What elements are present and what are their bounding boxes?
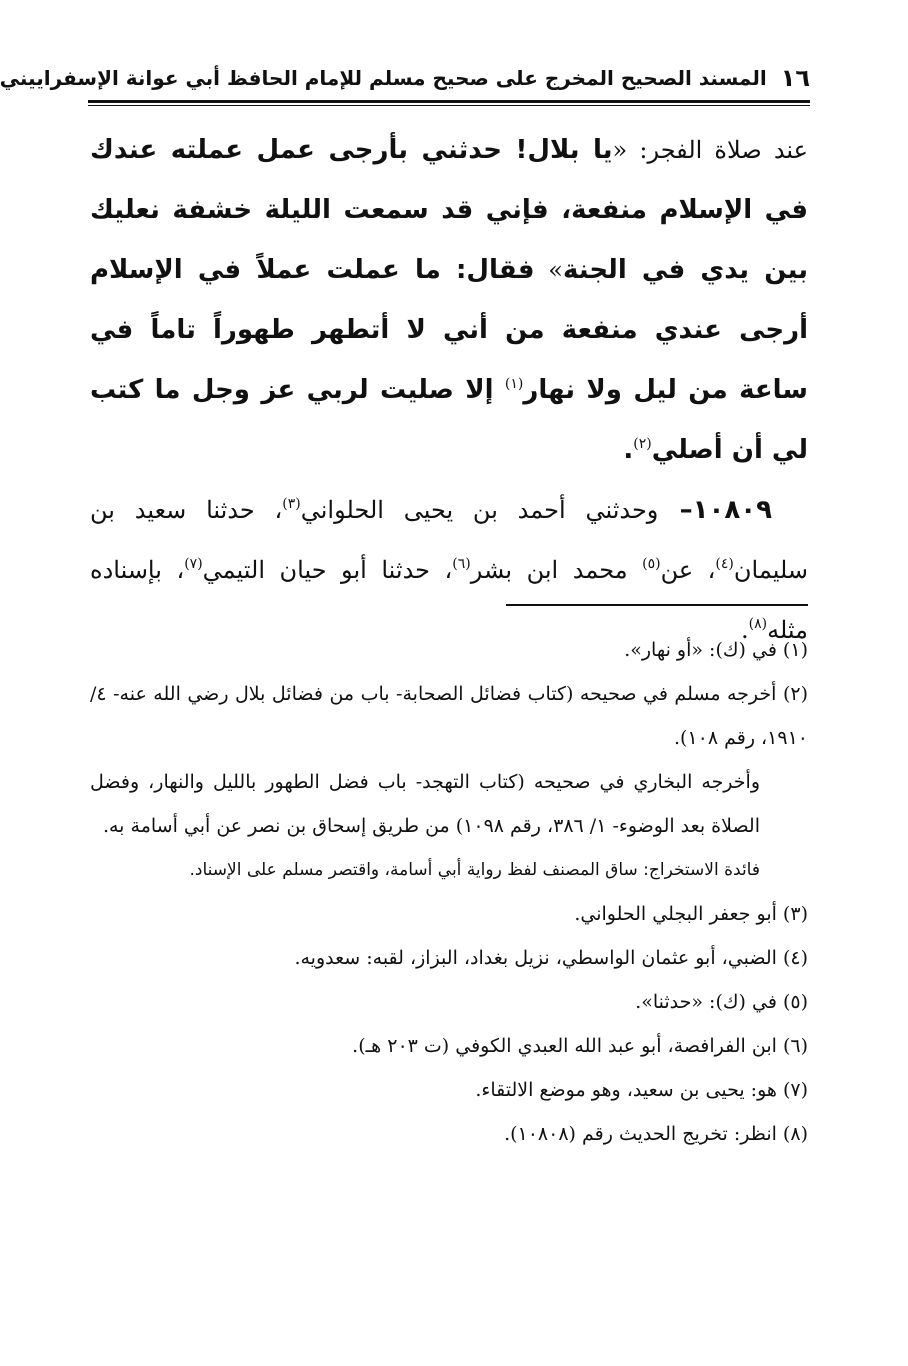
hadith-number: ١٠٨٠٩	[692, 495, 772, 525]
text-run: ، بإسناده مثله	[90, 556, 808, 644]
running-header-title: المسند الصحيح المخرج على صحيح مسلم للإمام الحافظ أبي عوانة الإسفراييني	[0, 66, 767, 90]
footnote-ref: (٨)	[748, 616, 768, 632]
main-text	[90, 120, 808, 660]
footnote-separator	[506, 604, 808, 606]
footnote-5: (٥) في (ك): «حدثنا».	[635, 991, 808, 1013]
text-run: ، عن	[660, 556, 716, 584]
text-run: »	[534, 256, 563, 284]
text-run: ، حدثنا سعيد بن سليمان	[90, 496, 808, 584]
footnote-ref: (٥)	[642, 556, 661, 572]
footnote-1: (١) في (ك): «أو نهار».	[624, 639, 808, 661]
footnote-2: (٢) أخرجه مسلم في صحيحه (كتاب فضائل الصحابة- باب من فضائل بلال رضي الله عنه- ٤/ ١٩١٠، رقم ١٠٨).	[90, 683, 808, 749]
hadith-dash: –	[658, 495, 693, 525]
text-run: وحدثني أحمد بن يحيى الحلواني	[300, 496, 659, 524]
footnote-ref: (٤)	[715, 556, 734, 572]
page-number: ١٦	[780, 64, 810, 92]
footnote-2-note: فائدة الاستخراج: ساق المصنف لفظ رواية أبي أسامة، واقتصر مسلم على الإسناد.	[189, 860, 760, 880]
text-run: محمد ابن بشر	[470, 556, 643, 584]
footnote-4: (٤) الضبي، أبو عثمان الواسطي، نزيل بغداد، البزاز، لقبه: سعدويه.	[294, 947, 808, 969]
header-rule-thin	[88, 105, 810, 106]
footnote-2-continuation: وأخرجه البخاري في صحيحه (كتاب التهجد- باب فضل الطهور بالليل والنهار، وفضل الصلاة بعد الوضوء- ١/ ٣٨٦، رقم ١٠٩٨) من طريق إسحاق بن نصر عن أبي أسامة به.	[90, 771, 760, 837]
text-run: يا بلال! حدثني بأرجى عمل عملته عندك في الإسلام منفعة، فإني قد سمعت الليلة خشفة نعليك بين يدي في الجنة	[90, 135, 809, 285]
text-run: فقال: ما عملت عملاً في الإسلام أرجى عندي منفعة من أني لا أتطهر طهوراً تاماً في ساعة من ليل ولا نهار	[90, 255, 808, 405]
footnotes	[90, 628, 808, 1156]
footnote-6: (٦) ابن الفرافصة، أبو عبد الله العبدي الكوفي (ت ٢٠٣ هـ).	[352, 1035, 808, 1057]
text-run: ، حدثنا أبو حيان التيمي	[202, 556, 453, 584]
footnote-ref: (٣)	[282, 496, 301, 512]
footnote-8: (٨) انظر: تخريج الحديث رقم (١٠٨٠٨).	[504, 1123, 808, 1145]
header-rule	[88, 100, 810, 103]
footnote-7: (٧) هو: يحيى بن سعيد، وهو موضع الالتقاء.	[475, 1079, 808, 1101]
footnote-ref: (٦)	[452, 556, 471, 572]
text-run: .	[740, 616, 749, 644]
text-run: عند صلاة الفجر: «	[612, 136, 808, 164]
text-run: إلا صليت لربي عز وجل ما كتب لي أن أصلي	[90, 375, 808, 465]
running-header	[0, 58, 810, 98]
footnote-ref: (٧)	[184, 556, 203, 572]
footnote-3: (٣) أبو جعفر البجلي الحلواني.	[574, 903, 808, 925]
text-run: .	[623, 435, 634, 465]
paragraph-hadith-continuation	[90, 120, 808, 480]
footnote-ref: (٢)	[633, 436, 652, 452]
footnote-ref: (١)	[504, 376, 524, 392]
